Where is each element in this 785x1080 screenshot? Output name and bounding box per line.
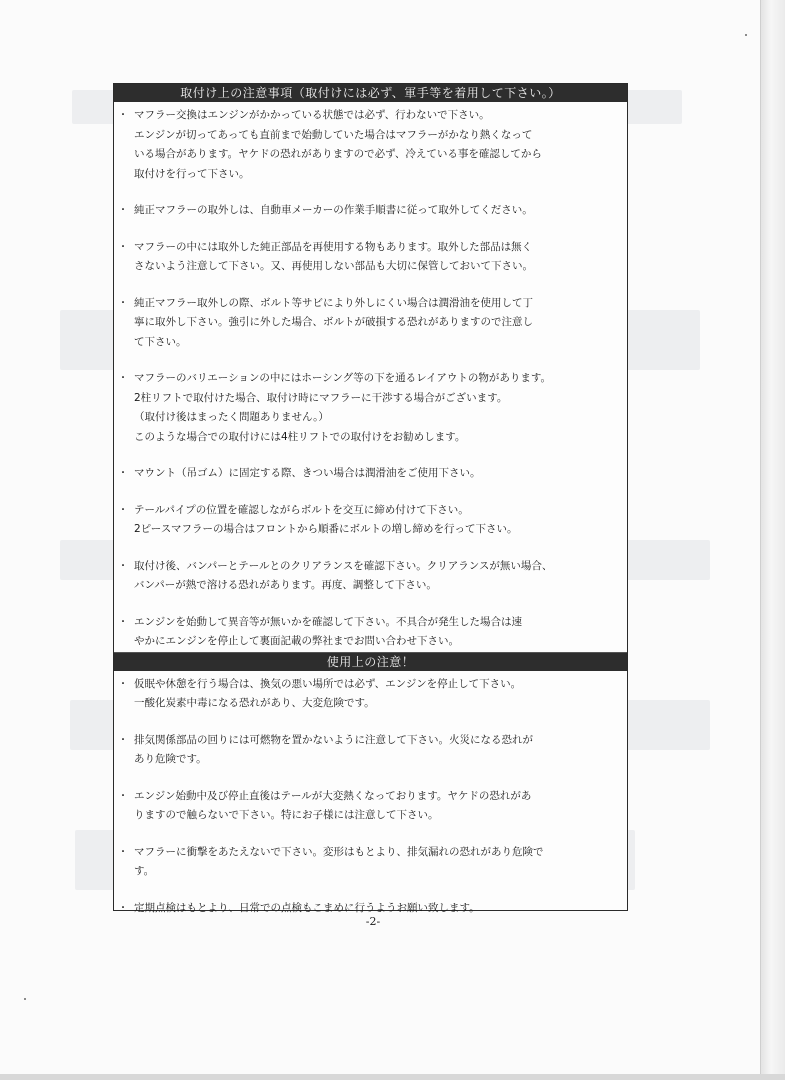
list-item: ・ テールパイプの位置を確認しながらボルトを交互に締め付けて下さい。 2ピースマフラーの場合はフロントから順番にボルトの増し締めを行って下さい。 [120,501,619,540]
page-number: -2- [365,915,381,928]
list-item: ・ 純正マフラー取外しの際、ボルト等サビにより外しにくい場合は潤滑油を使用して丁 寧に取外し下さい。強引に外した場合、ボルトが破損する恐れがありますので注意し て下さい。 [120,294,619,353]
list-item: ・ マウント（吊ゴム）に固定する際、きつい場合は潤滑油をご使用下さい。 [120,464,619,484]
list-item: ・ マフラー交換はエンジンがかかっている状態では必ず、行わないで下さい。 エンジンが切ってあっても直前まで始動していた場合はマフラーがかなり熱くなって いる場合があります。ヤケドの恐れがありますので必ず、冷えている事を確認してから 取付けを行って下さい。 [120,106,619,184]
list-item: ・ 取付け後、バンパーとテールとのクリアランスを確認下さい。クリアランスが無い場合、 バンパーが熱で溶ける恐れがあります。再度、調整して下さい。 [120,557,619,596]
list-item: ・ エンジン始動中及び停止直後はテールが大変熱くなっております。ヤケドの恐れがあ りますので触らないで下さい。特にお子様には注意して下さい。 [120,787,619,826]
list-item: ・ マフラーのバリエーションの中にはホーシング等の下を通るレイアウトの物があります。 2柱リフトで取付けた場合、取付け時にマフラーに干渉する場合がございます。 （取付け後はまったく問題ありません。） このような場合での取付けには4柱リフトでの取付けをお勧めします。 [120,369,619,447]
list-item: ・ マフラーに衝撃をあたえないで下さい。変形はもとより、排気漏れの恐れがあり危険で す。 [120,843,619,882]
list-item: ・ 排気関係部品の回りには可燃物を置かないように注意して下さい。火災になる恐れが あり危険です。 [120,731,619,770]
list-item: ・ エンジンを始動して異音等が無いかを確認して下さい。不具合が発生した場合は速 やかにエンジンを停止して裏面記載の弊社までお問い合わせ下さい。 [120,613,619,652]
notes-frame [113,83,628,914]
list-item: ・ マフラーの中には取外した純正部品を再使用する物もあります。取外した部品は無く さないよう注意して下さい。又、再使用しない部品も大切に保管しておいて下さい。 [120,238,619,277]
page-edge-shadow [0,1074,785,1080]
page-edge-shadow [760,0,785,1080]
list-item: ・ 仮眠や休憩を行う場合は、換気の悪い場所では必ず、エンジンを停止して下さい。 一酸化炭素中毒になる恐れがあり、大変危険です。 [120,675,619,714]
list-item: ・ 純正マフラーの取外しは、自動車メーカーの作業手順書に従って取外してください。 [120,201,619,221]
installation-notes-list [114,102,627,652]
section-header-usage: 使用上の注意！ [114,652,627,671]
paper-speck [745,34,747,36]
list-item: ・ 定期点検はもとより、日常での点検もこまめに行うようお願い致します。 [120,899,619,919]
usage-notes-list [114,671,627,919]
section-header-installation: 取付け上の注意事項（取付けには必ず、軍手等を着用して下さい。） [114,84,627,102]
paper-speck [24,998,26,1000]
